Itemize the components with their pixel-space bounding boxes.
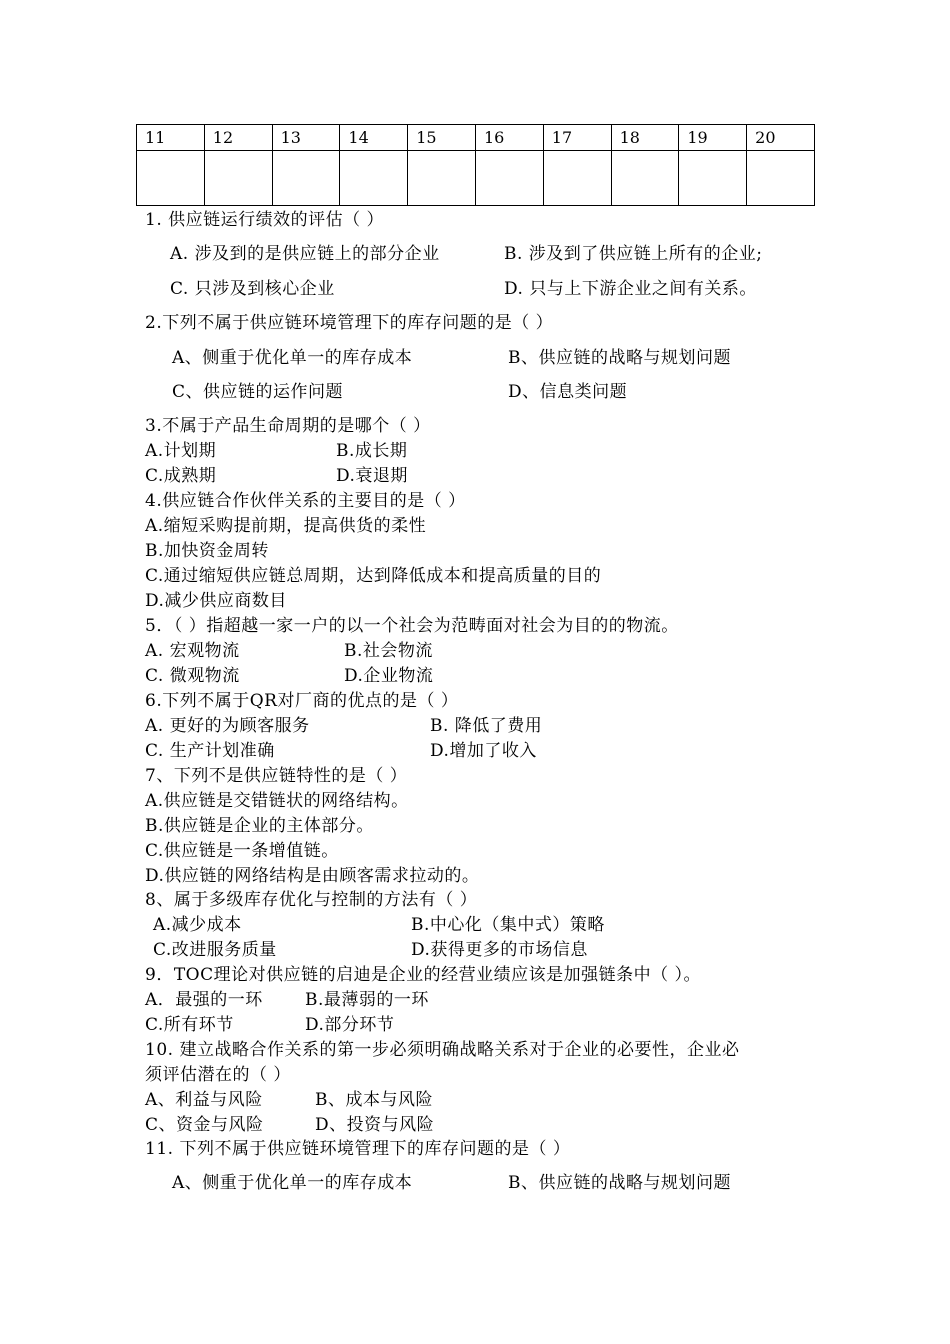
question-10-stem-line2: 须评估潜在的（ ）	[145, 1065, 291, 1085]
question-7-option-c: C.供应链是一条增值链。	[145, 841, 339, 861]
question-5-option-a: A. 宏观物流	[145, 641, 240, 661]
question-5-option-d: D.企业物流	[344, 666, 434, 686]
question-11-option-a: A、侧重于优化单一的库存成本	[172, 1173, 413, 1193]
question-4-stem: 4.供应链合作伙伴关系的主要目的是（ ）	[145, 491, 466, 511]
answer-number-cell: 18	[611, 125, 679, 151]
answer-number-cell: 11	[137, 125, 205, 151]
question-9-option-a: A．最强的一环	[145, 990, 263, 1010]
question-5-stem: 5．（ ）指超越一家一户的以一个社会为范畴面对社会为目的的物流。	[145, 616, 679, 636]
question-11-stem: 11. 下列不属于供应链环境管理下的库存问题的是（ ）	[145, 1139, 571, 1159]
answer-number-cell: 20	[747, 125, 815, 151]
answer-number-cell: 19	[679, 125, 747, 151]
question-8-option-a: A.减少成本	[153, 915, 242, 935]
question-1-option-a: A. 涉及到的是供应链上的部分企业	[170, 244, 440, 264]
answer-number-cell: 15	[408, 125, 476, 151]
question-10-option-c: C、资金与风险	[145, 1115, 264, 1135]
answer-number-cell: 16	[475, 125, 543, 151]
question-10-option-a: A、利益与风险	[145, 1090, 263, 1110]
question-6-option-c: C. 生产计划准确	[145, 741, 275, 761]
question-2-option-d: D、信息类问题	[508, 382, 628, 402]
question-3-stem: 3.不属于产品生命周期的是哪个（ ）	[145, 416, 431, 436]
question-2-option-b: B、供应链的战略与规划问题	[508, 348, 731, 368]
answer-blank-cell[interactable]	[340, 151, 408, 206]
answer-table	[136, 124, 815, 206]
question-2-stem: 2.下列不属于供应链环境管理下的库存问题的是（ ）	[145, 313, 554, 333]
question-7-option-a: A.供应链是交错链状的网络结构。	[145, 791, 409, 811]
answer-blank-cell[interactable]	[475, 151, 543, 206]
question-4-option-d: D.减少供应商数目	[145, 591, 287, 611]
question-6-option-a: A. 更好的为顾客服务	[145, 716, 310, 736]
question-8-stem: 8、属于多级库存优化与控制的方法有（ ）	[145, 890, 478, 910]
question-8-option-d: D.获得更多的市场信息	[411, 940, 588, 960]
question-4-option-a: A.缩短采购提前期，提高供货的柔性	[145, 516, 427, 536]
question-5-option-b: B.社会物流	[344, 641, 433, 661]
question-1-stem: 1. 供应链运行绩效的评估（ ）	[145, 210, 385, 230]
question-8-option-c: C.改进服务质量	[153, 940, 277, 960]
question-6-stem: 6.下列不属于QR对厂商的优点的是（ ）	[145, 691, 459, 711]
answer-blank-cell[interactable]	[543, 151, 611, 206]
question-7-stem: 7、下列不是供应链特性的是（ ）	[145, 766, 408, 786]
answer-table-number-row	[137, 125, 815, 151]
question-6-option-b: B. 降低了费用	[430, 716, 543, 736]
question-5-option-c: C. 微观物流	[145, 666, 240, 686]
question-10-stem-line1: 10. 建立战略合作关系的第一步必须明确战略关系对于企业的必要性，企业必	[145, 1040, 740, 1060]
question-3-option-c: C.成熟期	[145, 466, 217, 486]
question-4-option-b: B.加快资金周转	[145, 541, 269, 561]
question-9-stem: 9．TOC理论对供应链的启迪是企业的经营业绩应该是加强链条中（ ）。	[145, 965, 702, 985]
question-3-option-d: D.衰退期	[336, 466, 408, 486]
question-11-option-b: B、供应链的战略与规划问题	[508, 1173, 731, 1193]
answer-blank-cell[interactable]	[679, 151, 747, 206]
question-10-option-b: B、成本与风险	[315, 1090, 433, 1110]
question-9-option-b: B.最薄弱的一环	[305, 990, 429, 1010]
question-7-option-d: D.供应链的网络结构是由顾客需求拉动的。	[145, 866, 480, 886]
question-7-option-b: B.供应链是企业的主体部分。	[145, 816, 374, 836]
question-1-option-b: B. 涉及到了供应链上所有的企业;	[504, 244, 763, 264]
answer-number-cell: 12	[204, 125, 272, 151]
answer-number-cell: 17	[543, 125, 611, 151]
question-6-option-d: D.增加了收入	[430, 741, 537, 761]
question-2-option-a: A、侧重于优化单一的库存成本	[172, 348, 413, 368]
question-3-option-b: B.成长期	[336, 441, 408, 461]
question-1-option-c: C. 只涉及到核心企业	[170, 279, 335, 299]
question-1-option-d: D. 只与上下游企业之间有关系。	[504, 279, 757, 299]
question-9-option-d: D.部分环节	[305, 1015, 395, 1035]
question-2-option-c: C、供应链的运作问题	[172, 382, 344, 402]
answer-blank-cell[interactable]	[747, 151, 815, 206]
question-9-option-c: C.所有环节	[145, 1015, 234, 1035]
question-8-option-b: B.中心化（集中式）策略	[411, 915, 605, 935]
answer-number-cell: 13	[272, 125, 340, 151]
question-4-option-c: C.通过缩短供应链总周期，达到降低成本和提高质量的目的	[145, 566, 602, 586]
answer-blank-cell[interactable]	[204, 151, 272, 206]
answer-table-blank-row	[137, 151, 815, 206]
question-3-option-a: A.计划期	[145, 441, 217, 461]
answer-blank-cell[interactable]	[611, 151, 679, 206]
answer-blank-cell[interactable]	[272, 151, 340, 206]
answer-blank-cell[interactable]	[137, 151, 205, 206]
answer-number-cell: 14	[340, 125, 408, 151]
question-10-option-d: D、投资与风险	[315, 1115, 435, 1135]
answer-blank-cell[interactable]	[408, 151, 476, 206]
